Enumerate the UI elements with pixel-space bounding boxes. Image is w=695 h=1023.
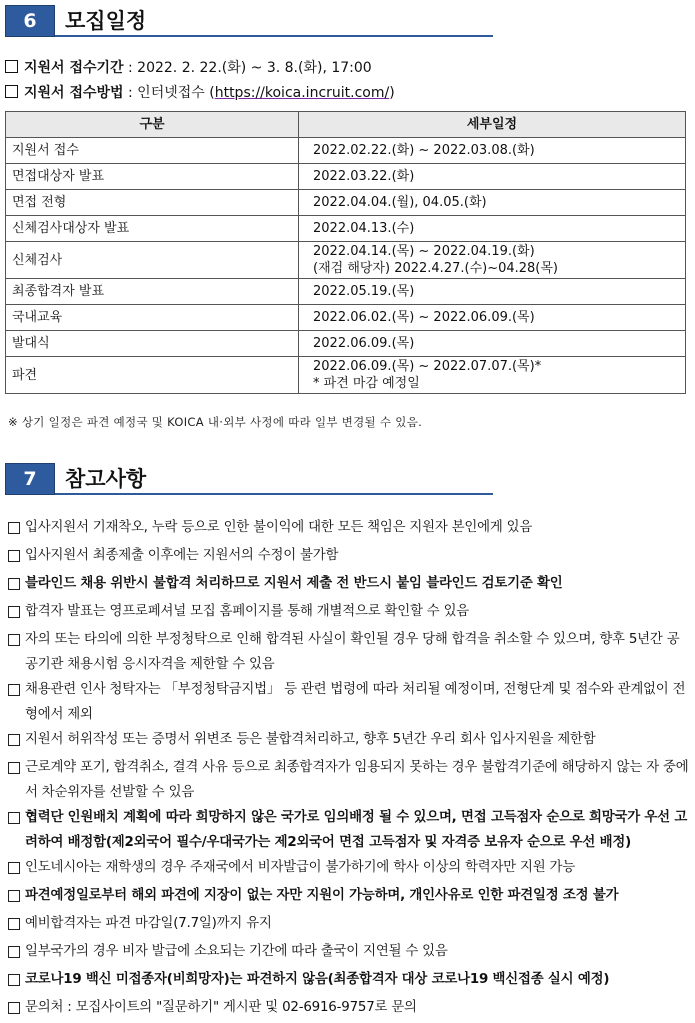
list-item-text: 인도네시아는 재학생의 경우 주재국에서 비자발급이 불가하기에 학사 이상의 학력자만 지원 가능: [25, 860, 575, 875]
row-detail: 2022.06.02.(목) ~ 2022.06.09.(목): [299, 305, 686, 331]
checkbox-icon-wrap: [8, 571, 25, 599]
row-detail: 2022.04.04.(월), 04.05.(화): [299, 190, 686, 216]
table-row: [6, 164, 686, 190]
apply-site-link[interactable]: https://koica.incruit.com/: [214, 85, 390, 101]
checkbox-icon-wrap: [8, 967, 25, 995]
list-item-text: 파견예정일로부터 해외 파견에 지장이 없는 자만 지원이 가능하며, 개인사유로 인한 파견일정 조정 불가: [25, 888, 619, 903]
list-item: [8, 883, 692, 911]
apply-method-prefix: : 인터넷접수 (: [123, 85, 215, 101]
list-item: [8, 571, 692, 599]
apply-period-line: [5, 58, 372, 78]
row-category: 신체검사: [6, 242, 299, 279]
row-category: 최종합격자 발표: [6, 279, 299, 305]
checkbox-icon: [5, 85, 18, 98]
checkbox-icon-wrap: [8, 855, 25, 883]
checkbox-icon: [8, 946, 20, 958]
list-item: [8, 995, 692, 1023]
checkbox-icon: [8, 812, 20, 824]
checkbox-icon: [8, 1002, 20, 1014]
checkbox-icon-wrap: [8, 677, 25, 727]
list-item-text: 지원서 허위작성 또는 증명서 위변조 등은 불합격처리하고, 향후 5년간 우리 회사 입사지원을 제한함: [25, 732, 596, 747]
list-item-text: 문의처 : 모집사이트의 "질문하기" 게시판 및 02-6916-9757로 문의: [25, 1000, 417, 1015]
list-item: [8, 727, 692, 755]
checkbox-icon-wrap: [8, 805, 25, 855]
apply-method-suffix: ): [389, 85, 395, 101]
notes-list: [8, 515, 692, 1023]
list-item-text: 입사지원서 최종제출 이후에는 지원서의 수정이 불가함: [25, 548, 339, 563]
schedule-table: [5, 111, 686, 394]
apply-period-label: 지원서 접수기간: [24, 60, 124, 76]
checkbox-icon: [8, 606, 20, 618]
list-item-text: 블라인드 채용 위반시 불합격 처리하므로 지원서 제출 전 반드시 붙임 블라인드 검토기준 확인: [25, 576, 563, 591]
table-row: [6, 331, 686, 357]
section-7-header: [5, 463, 493, 495]
apply-method-label: 지원서 접수방법: [24, 85, 124, 101]
row-detail: 2022.02.22.(화) ~ 2022.03.08.(화): [299, 138, 686, 164]
list-item: [8, 939, 692, 967]
checkbox-icon-wrap: [8, 939, 25, 967]
apply-method-line: [5, 83, 395, 103]
table-row: [6, 216, 686, 242]
row-detail: 2022.05.19.(목): [299, 279, 686, 305]
row-detail: 2022.06.09.(목): [299, 331, 686, 357]
list-item: [8, 805, 692, 855]
table-row: [6, 190, 686, 216]
checkbox-icon-wrap: [8, 599, 25, 627]
section-6-number: 6: [5, 5, 55, 37]
row-category: 국내교육: [6, 305, 299, 331]
table-row: [6, 138, 686, 164]
section-6-header: [5, 5, 493, 37]
list-item-text: 일부국가의 경우 비자 발급에 소요되는 기간에 따라 출국이 지연될 수 있음: [25, 944, 448, 959]
checkbox-icon: [5, 60, 18, 73]
checkbox-icon-wrap: [8, 627, 25, 677]
checkbox-icon-wrap: [8, 995, 25, 1023]
section-7-title: 참고사항: [55, 463, 493, 495]
row-detail-line: 2022.04.14.(목) ~ 2022.04.19.(화): [313, 244, 535, 259]
checkbox-icon: [8, 734, 20, 746]
checkbox-icon: [8, 862, 20, 874]
row-category: 신체검사대상자 발표: [6, 216, 299, 242]
checkbox-icon: [8, 890, 20, 902]
table-row: [6, 242, 686, 279]
section-6-title: 모집일정: [55, 5, 493, 37]
list-item-text: 협력단 인원배치 계획에 따라 희망하지 않은 국가로 임의배정 될 수 있으며, 면접 고득점자 순으로 희망국가 우선 고려하여 배정함(제2외국어 필수/우대국가는 제2외국어 면접 고득점자 및 자격증 보유자 순으로 우선 배정): [25, 810, 688, 850]
row-category: 면접 전형: [6, 190, 299, 216]
column-header-detail: 세부일정: [299, 112, 686, 138]
checkbox-icon-wrap: [8, 755, 25, 805]
checkbox-icon: [8, 634, 20, 646]
checkbox-icon: [8, 762, 20, 774]
list-item: [8, 755, 692, 805]
list-item-text: 입사지원서 기재착오, 누락 등으로 인한 불이익에 대한 모든 책임은 지원자 본인에게 있음: [25, 520, 533, 535]
row-category: 파견: [6, 357, 299, 394]
checkbox-icon-wrap: [8, 543, 25, 571]
list-item: [8, 677, 692, 727]
list-item-text: 채용관련 인사 청탁자는 「부정청탁금지법」 등 관련 법령에 따라 처리될 예정이며, 전형단계 및 점수와 관계없이 전형에서 제외: [25, 682, 686, 722]
list-item-text: 근로계약 포기, 합격취소, 결격 사유 등으로 최종합격자가 임용되지 못하는 경우 불합격기준에 해당하지 않는 자 중에서 차순위자를 선발할 수 있음: [25, 760, 689, 800]
section-7-number: 7: [5, 463, 55, 495]
schedule-note: ※ 상기 일정은 파견 예정국 및 KOICA 내·외부 사정에 따라 일부 변경될 수 있음.: [8, 415, 423, 429]
list-item: [8, 855, 692, 883]
row-detail: [299, 242, 686, 279]
row-detail: 2022.04.13.(수): [299, 216, 686, 242]
row-detail: 2022.03.22.(화): [299, 164, 686, 190]
list-item: [8, 911, 692, 939]
table-row: [6, 357, 686, 394]
column-header-category: 구분: [6, 112, 299, 138]
row-detail: [299, 357, 686, 394]
list-item: [8, 599, 692, 627]
list-item: [8, 515, 692, 543]
checkbox-icon-wrap: [8, 727, 25, 755]
schedule-header-row: [6, 112, 686, 138]
table-row: [6, 305, 686, 331]
checkbox-icon-wrap: [8, 883, 25, 911]
table-row: [6, 279, 686, 305]
apply-period-value: : 2022. 2. 22.(화) ~ 3. 8.(화), 17:00: [123, 60, 372, 76]
checkbox-icon: [8, 974, 20, 986]
row-detail-line: 2022.06.09.(목) ~ 2022.07.07.(목)*: [313, 359, 542, 374]
checkbox-icon: [8, 578, 20, 590]
checkbox-icon: [8, 918, 20, 930]
checkbox-icon-wrap: [8, 515, 25, 543]
checkbox-icon-wrap: [8, 911, 25, 939]
list-item-text: 자의 또는 타의에 의한 부정청탁으로 인해 합격된 사실이 확인될 경우 당해 합격을 취소할 수 있으며, 향후 5년간 공공기관 채용시험 응시자격을 제한할 수 있음: [25, 632, 680, 672]
list-item: [8, 627, 692, 677]
row-detail-line: (재검 해당자) 2022.4.27.(수)~04.28(목): [313, 261, 559, 276]
checkbox-icon: [8, 550, 20, 562]
list-item: [8, 543, 692, 571]
list-item: [8, 967, 692, 995]
row-category: 발대식: [6, 331, 299, 357]
list-item-text: 예비합격자는 파견 마감일(7.7일)까지 유지: [25, 916, 272, 931]
row-detail-line: * 파견 마감 예정일: [313, 376, 420, 391]
list-item-text: 코로나19 백신 미접종자(비희망자)는 파견하지 않음(최종합격자 대상 코로나19 백신접종 실시 예정): [25, 972, 610, 987]
row-category: 면접대상자 발표: [6, 164, 299, 190]
row-category: 지원서 접수: [6, 138, 299, 164]
checkbox-icon: [8, 522, 20, 534]
list-item-text: 합격자 발표는 영프로페셔널 모집 홈페이지를 통해 개별적으로 확인할 수 있음: [25, 604, 470, 619]
checkbox-icon: [8, 684, 20, 696]
